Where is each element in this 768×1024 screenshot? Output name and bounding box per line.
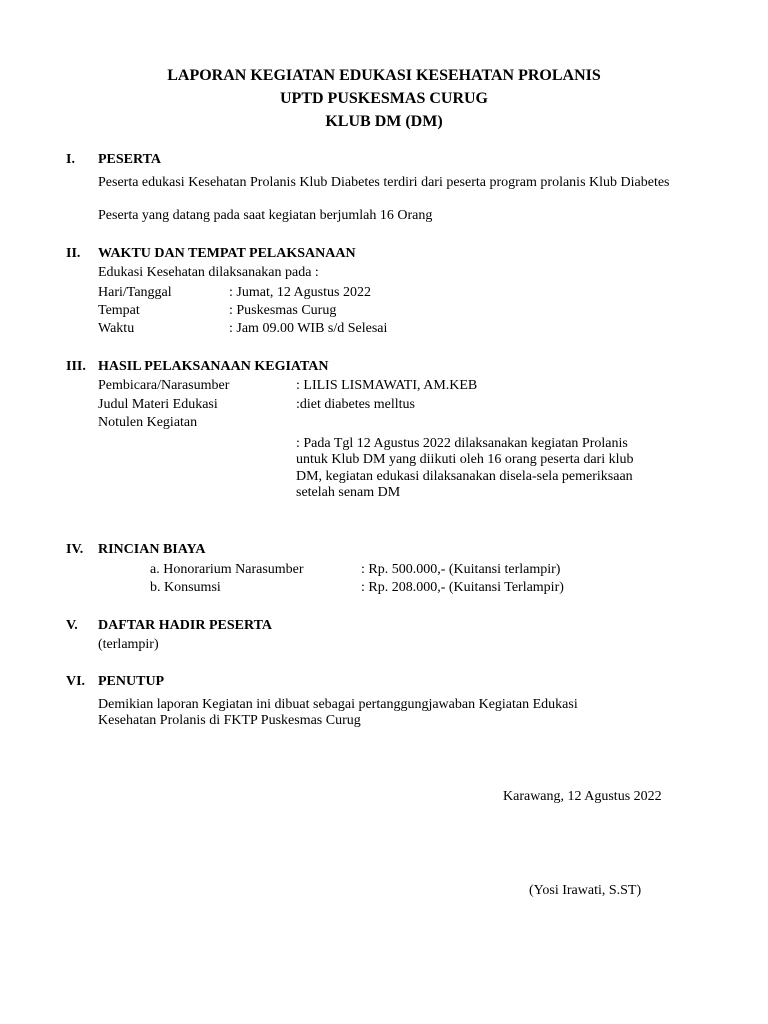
section-1-number: I. xyxy=(66,152,75,167)
result-label-speaker: Pembicara/Narasumber xyxy=(98,378,230,393)
schedule-value-date: : Jumat, 12 Agustus 2022 xyxy=(229,285,371,300)
schedule-label-time: Waktu xyxy=(98,321,135,336)
section-4-title: RINCIAN BIAYA xyxy=(98,542,206,557)
section-2-intro: Edukasi Kesehatan dilaksanakan pada : xyxy=(98,265,319,280)
schedule-label-date: Hari/Tanggal xyxy=(98,285,172,300)
schedule-value-place: : Puskesmas Curug xyxy=(229,303,337,318)
notes-line-1: : Pada Tgl 12 Agustus 2022 dilaksanakan kegiatan Prolanis xyxy=(296,436,628,451)
cost-label-honorarium: a. Honorarium Narasumber xyxy=(150,562,304,577)
result-label-topic: Judul Materi Edukasi xyxy=(98,397,218,412)
document-title: LAPORAN KEGIATAN EDUKASI KESEHATAN PROLANIS xyxy=(167,67,601,84)
closing-line-2: Kesehatan Prolanis di FKTP Puskesmas Curug xyxy=(98,713,361,728)
section-5-number: V. xyxy=(66,618,78,633)
notes-line-3: DM, kegiatan edukasi dilaksanakan disela-sela pemeriksaan xyxy=(296,469,633,484)
signer-name: (Yosi Irawati, S.ST) xyxy=(529,883,642,898)
schedule-label-place: Tempat xyxy=(98,303,140,318)
section-1-title: PESERTA xyxy=(98,152,162,167)
notes-line-4: setelah senam DM xyxy=(296,485,401,500)
section-3-title: HASIL PELAKSANAAN KEGIATAN xyxy=(98,359,329,374)
section-4-number: IV. xyxy=(66,542,84,557)
place-date: Karawang, 12 Agustus 2022 xyxy=(503,789,662,804)
cost-label-consumption: b. Konsumsi xyxy=(150,580,221,595)
section-6-number: VI. xyxy=(66,674,86,689)
cost-value-honorarium: : Rp. 500.000,- (Kuitansi terlampir) xyxy=(361,562,561,577)
document-club: KLUB DM (DM) xyxy=(325,113,443,130)
attendance-note: (terlampir) xyxy=(98,637,159,652)
section-6-title: PENUTUP xyxy=(98,674,165,689)
result-value-topic: :diet diabetes melltus xyxy=(296,397,415,412)
closing-line-1: Demikian laporan Kegiatan ini dibuat sebagai pertanggungjawaban Kegiatan Edukasi xyxy=(98,697,578,712)
notes-line-2: untuk Klub DM yang diikuti oleh 16 orang peserta dari klub xyxy=(296,452,634,467)
section-1-attendance: Peserta yang datang pada saat kegiatan berjumlah 16 Orang xyxy=(98,208,433,223)
result-label-notes: Notulen Kegiatan xyxy=(98,415,198,430)
result-value-speaker: : LILIS LISMAWATI, AM.KEB xyxy=(296,378,478,393)
section-2-number: II. xyxy=(66,246,81,261)
section-3-number: III. xyxy=(66,359,86,374)
schedule-value-time: : Jam 09.00 WIB s/d Selesai xyxy=(229,321,388,336)
section-2-title: WAKTU DAN TEMPAT PELAKSANAAN xyxy=(98,246,356,261)
section-5-title: DAFTAR HADIR PESERTA xyxy=(98,618,273,633)
cost-value-consumption: : Rp. 208.000,- (Kuitansi Terlampir) xyxy=(361,580,564,595)
section-1-paragraph: Peserta edukasi Kesehatan Prolanis Klub Diabetes terdiri dari peserta program prolanis Klub Diabetes xyxy=(98,175,670,190)
document-subtitle: UPTD PUSKESMAS CURUG xyxy=(279,90,488,107)
